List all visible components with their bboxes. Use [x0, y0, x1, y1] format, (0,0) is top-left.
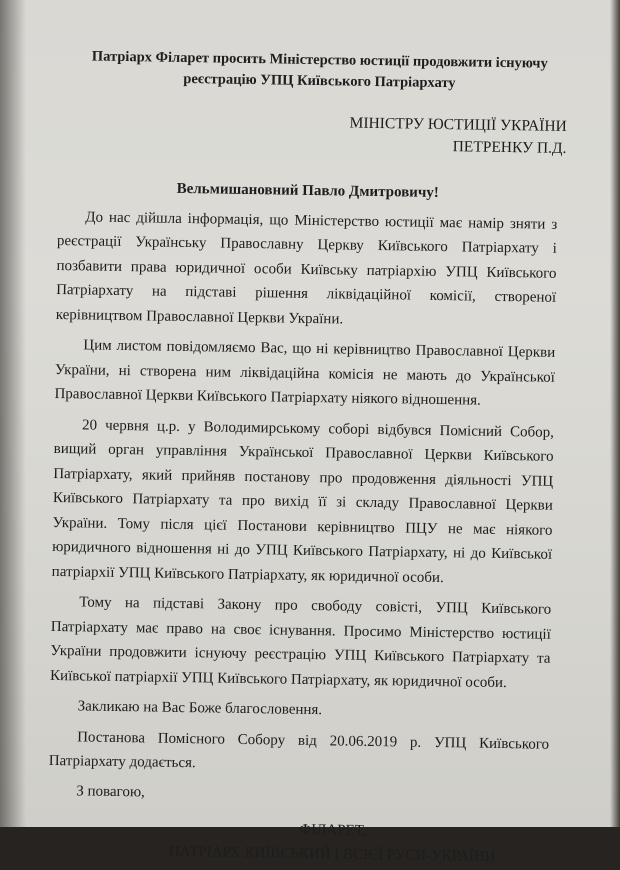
- paragraph: Тому на підставі Закону про свободу совісті, УПЦ Київського Патріархату має право на своє існування. Просимо Міністерство юстиції України продовжити існуючу реєстрацію УПЦ Київського Патріархату та Київської патріархії УПЦ Київського Патріархату, як юридичної особи.: [49, 594, 552, 691]
- page-shadow-right: [610, 0, 620, 827]
- paragraph: Цим листом повідомляємо Вас, що ні керівництво Православної Церкви України, ні створена ним ліквідаційна комісія не мають до Української Православної Церкви Київського Патріархату ніякого відношення.: [54, 337, 556, 409]
- paragraph: 20 червня ц.р. у Володимирському соборі відбувся Помісний Собор, вищий орган управління Української Православної Церкви Київського Патріархату, який прийняв постанову про продовження діяльності УПЦ Київського Патріархату та про вихід її зі складу Православної Церкви України. Тому після цієї Постанови керівництво ПЦУ не має ніякого юридичного відношення ні до УПЦ Київського Патріархату, ні до Київської патріархії УПЦ Київського Патріархату, як юридичної особи.: [51, 416, 555, 586]
- paragraph: Закликаю на Вас Боже благословення.: [77, 698, 323, 719]
- recipient-block: [58, 108, 567, 160]
- signature-block: [47, 814, 548, 870]
- page-shadow-left: [0, 0, 26, 827]
- signature-name: ФІЛАРЕТ,: [299, 821, 367, 839]
- recipient-line: МІНІСТРУ ЮСТИЦІЇ УКРАЇНИ: [349, 114, 567, 135]
- closing: З повагою,: [76, 782, 145, 800]
- paragraph: Постанова Помісного Собору від 20.06.2019 р. УПЦ Київського Патріархату додається.: [48, 728, 550, 772]
- letter-body: [47, 46, 567, 870]
- greeting: Вельмишановний Павло Дмитровичу!: [176, 180, 439, 201]
- recipient-line: ПЕТРЕНКУ П.Д.: [452, 138, 567, 157]
- headline: Патріарх Філарет просить Міністерство юстиції продовжити існуючу реєстрацію УПЦ Київського Патріархату: [91, 48, 548, 92]
- paragraph: До нас дійшла інформація, що Міністерство юстиції має намір зняти з реєстрації Українську Православну Церкву Київського Патріархату і позбавити права юридичної особи Київську патріархію УПЦ Київського Патріархату на підставі рішення ліквідаційної комісії, створеної керівництвом Православної Церкви України.: [55, 208, 558, 327]
- signature-title: ПАТРІАРХ КИЇВСЬКИЙ І ВСІЄЇ РУСИ-УКРАЇНИ: [168, 843, 496, 865]
